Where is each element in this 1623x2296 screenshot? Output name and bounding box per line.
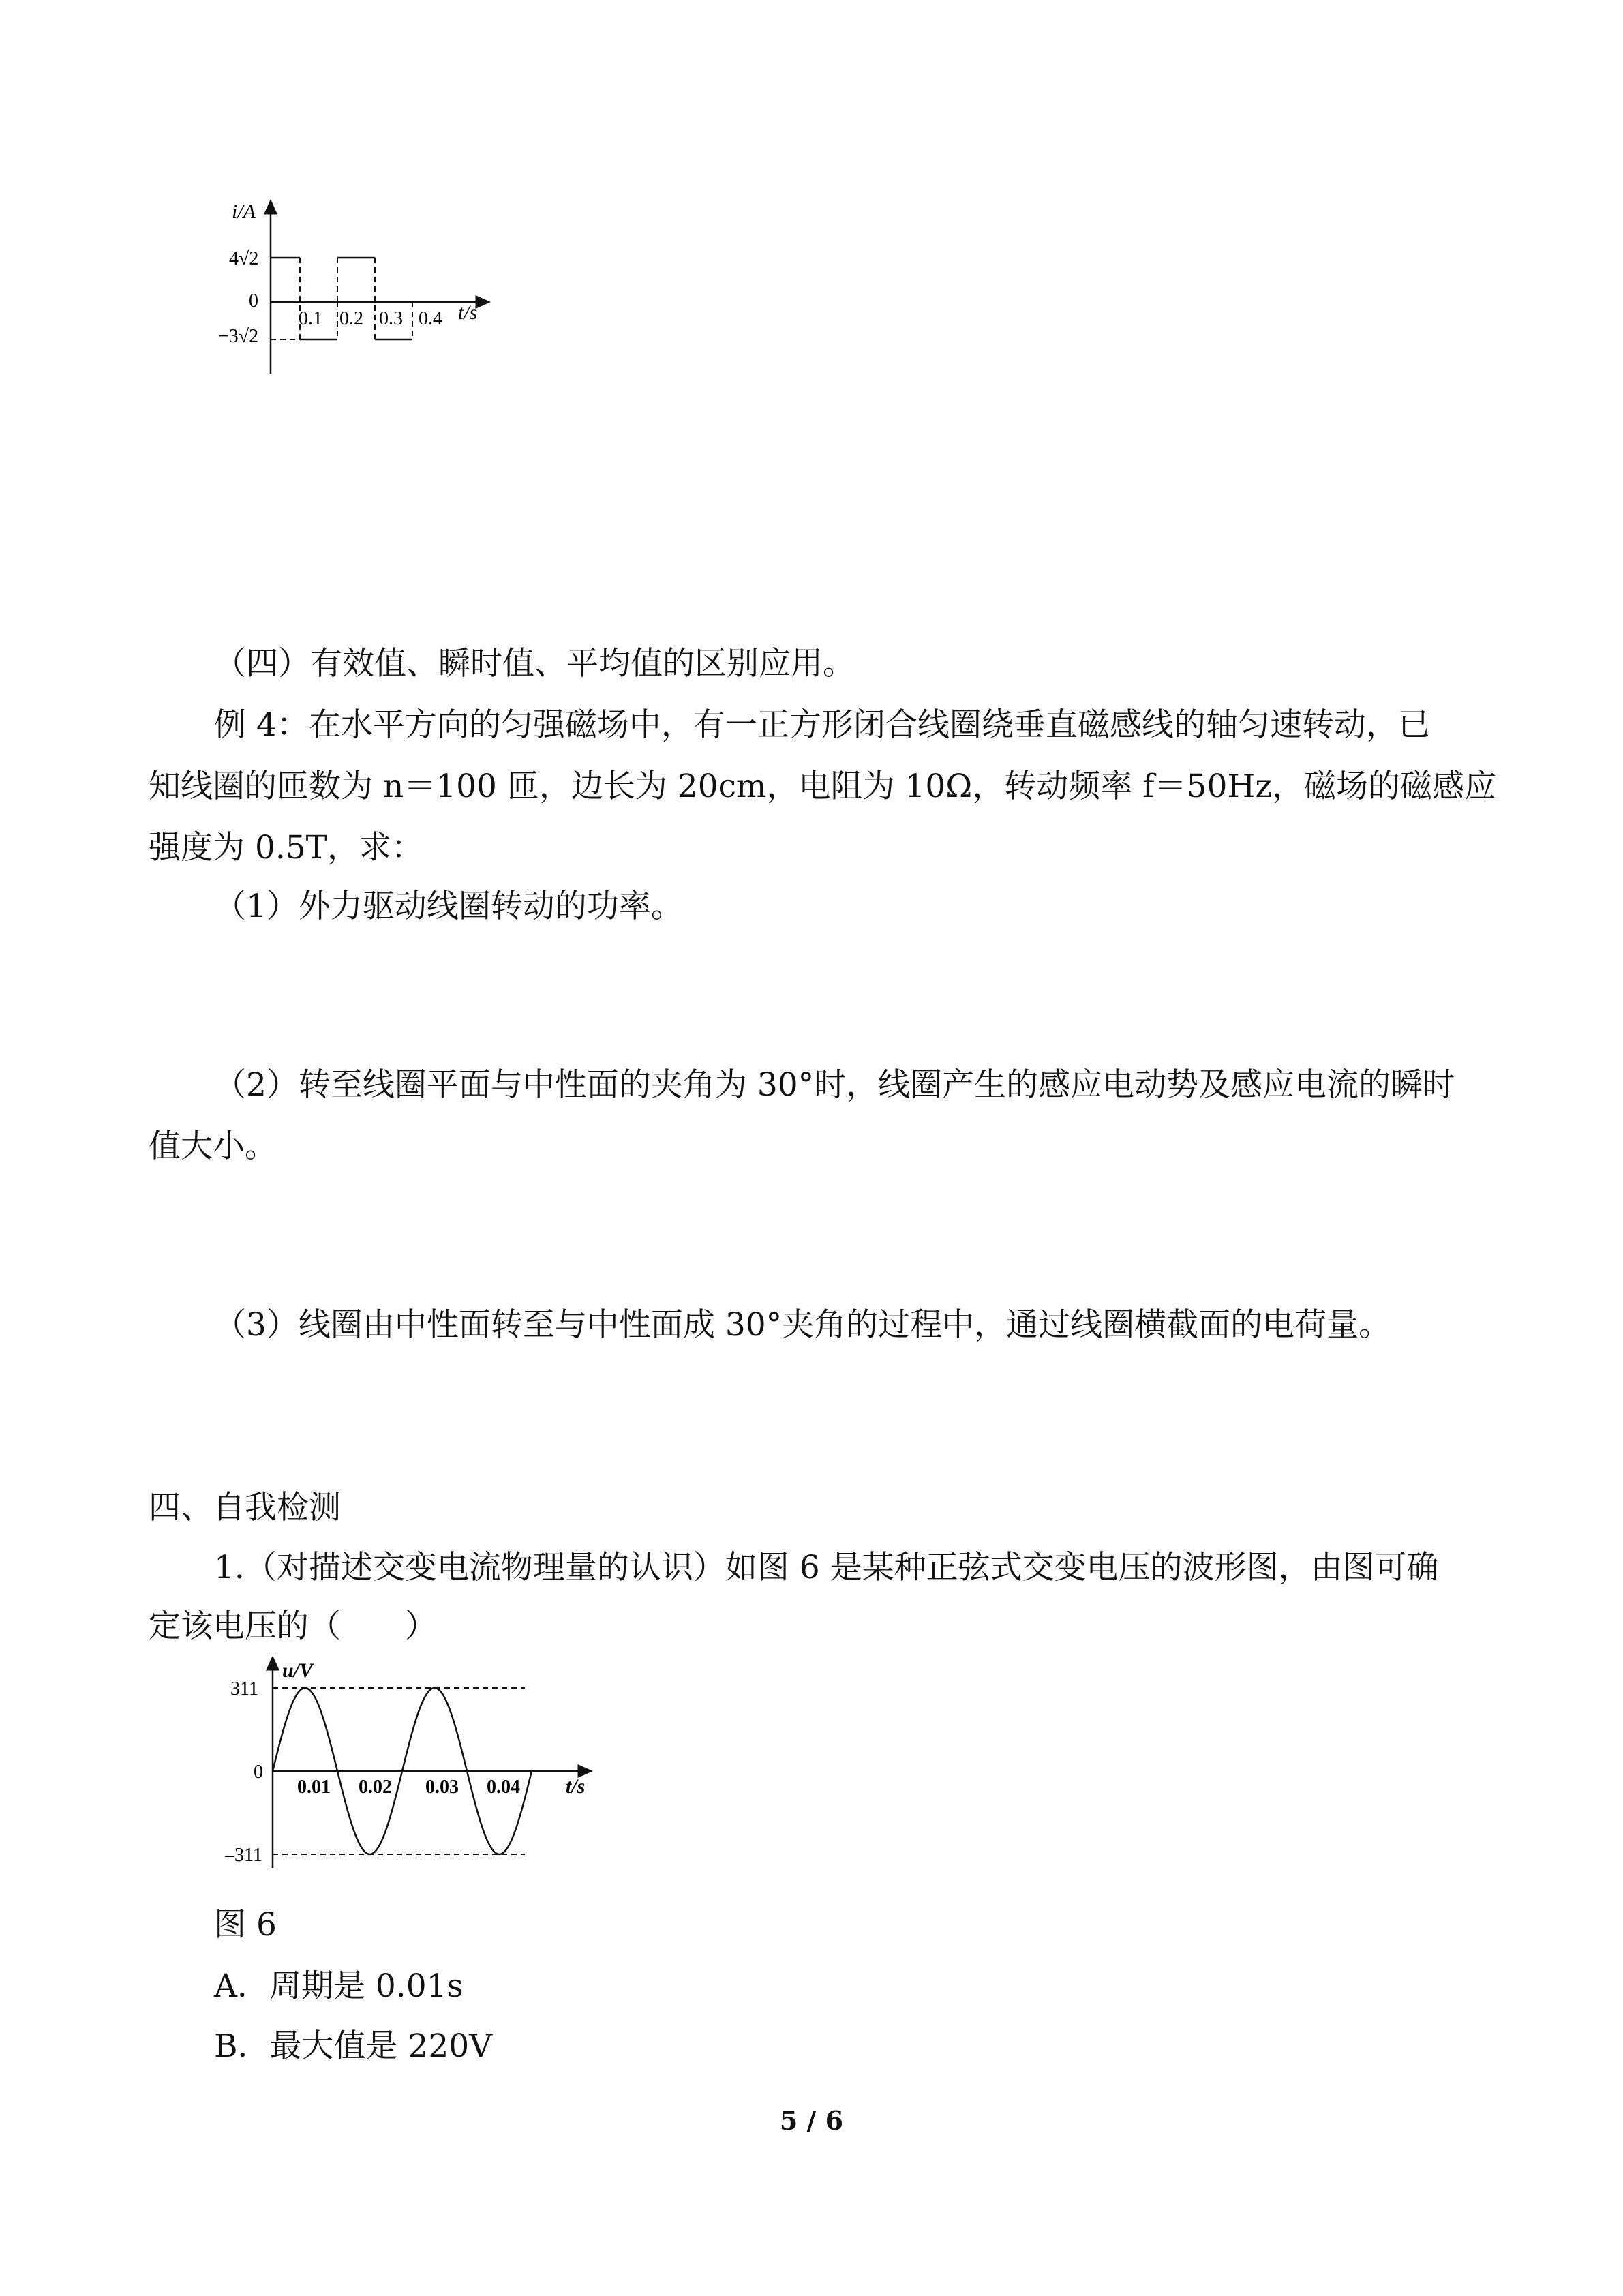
y-axis-label: i/A <box>232 200 256 223</box>
y-min-label: –311 <box>225 1845 262 1866</box>
x-tick-label: 0.03 <box>425 1777 459 1798</box>
y-axis-label: u/V <box>282 1659 314 1682</box>
x-axis-label: t/s <box>458 301 478 324</box>
section-title: 四、自我检测 <box>149 1489 341 1526</box>
x-tick-label: 0.01 <box>297 1777 331 1798</box>
sine-wave-figure <box>225 1657 607 1875</box>
x-tick-label: 0.04 <box>487 1777 520 1798</box>
y-max-label: 311 <box>230 1678 258 1700</box>
question-item: （3）线圈由中性面转至与中性面成 30°夹角的过程中，通过线圈横截面的电荷量。 <box>214 1306 1391 1344</box>
question-item: （1）外力驱动线圈转动的功率。 <box>214 888 683 925</box>
option-a: A．周期是 0.01s <box>214 1967 464 2005</box>
y-label-zero: 0 <box>249 290 258 312</box>
x-tick-label: 0.2 <box>339 308 363 329</box>
question-line: 定该电压的（ ） <box>149 1607 437 1645</box>
x-tick-label: 0.02 <box>359 1777 392 1798</box>
question-item: 值大小。 <box>149 1128 277 1165</box>
y-label-pos: 4√2 <box>229 248 259 269</box>
page-number: 5 / 6 <box>779 2105 844 2136</box>
option-b: B．最大值是 220V <box>214 2027 493 2065</box>
x-axis-label: t/s <box>566 1775 586 1798</box>
y-label-neg: −3√2 <box>218 326 259 347</box>
x-tick-label: 0.4 <box>419 308 442 329</box>
x-tick-label: 0.3 <box>379 308 403 329</box>
subsection-title: （四）有效值、瞬时值、平均值的区别应用。 <box>214 645 855 682</box>
x-tick-label: 0.1 <box>299 308 322 329</box>
square-wave-figure <box>218 198 504 382</box>
example-line: 强度为 0.5T，求： <box>149 829 424 866</box>
question-item: （2）转至线圈平面与中性面的夹角为 30°时，线圈产生的感应电动势及感应电流的瞬时 <box>214 1066 1455 1104</box>
question-line: 1.（对描述交变电流物理量的认识）如图 6 是某种正弦式交变电压的波形图，由图可确 <box>214 1549 1439 1586</box>
example-line: 知线圈的匝数为 n＝100 匝，边长为 20cm，电阻为 10Ω，转动频率 f＝50Hz，磁场的磁感应 <box>149 768 1497 805</box>
figure-caption: 图 6 <box>214 1906 277 1944</box>
example-line: 例 4：在水平方向的匀强磁场中，有一正方形闭合线圈绕垂直磁感线的轴匀速转动，已 <box>214 706 1430 744</box>
y-zero-label: 0 <box>254 1762 263 1783</box>
